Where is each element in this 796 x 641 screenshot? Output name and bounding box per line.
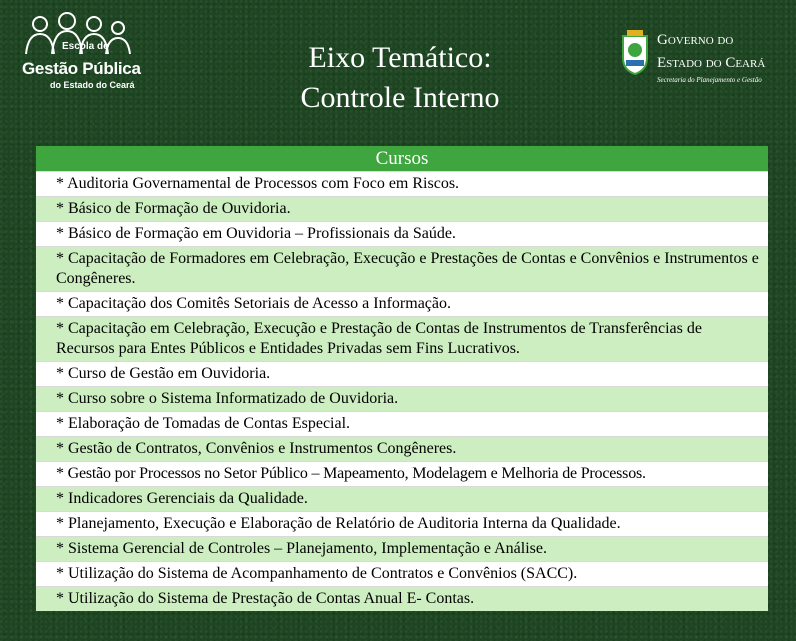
logo-estado-text: do Estado do Ceará (50, 80, 135, 90)
courses-table (36, 146, 768, 611)
logo-escola-text: Escola de (62, 41, 109, 52)
table-row (36, 246, 768, 291)
estado-ceara-text: Estado do Ceará (657, 55, 766, 71)
course-name: * Gestão por Processos no Setor Público – Mapeamento, Modelagem e Melhoria de Processos. (56, 465, 646, 482)
course-name: * Auditoria Governamental de Processos com Foco em Riscos. (56, 175, 460, 192)
course-name: * Utilização do Sistema de Acompanhamento de Contratos e Convênios (SACC). (56, 565, 578, 582)
page-title (230, 38, 570, 118)
courses-table-header: Cursos (36, 146, 768, 171)
table-row (36, 411, 768, 436)
governo-ceara-logo (617, 28, 792, 88)
table-row (36, 511, 768, 536)
table-row (36, 561, 768, 586)
course-name: * Elaboração de Tomadas de Contas Especial. (56, 415, 351, 432)
table-row (36, 221, 768, 246)
table-row (36, 436, 768, 461)
course-name: * Utilização do Sistema de Prestação de Contas Anual E- Contas. (56, 590, 475, 607)
course-name: * Curso sobre o Sistema Informatizado de Ouvidoria. (56, 390, 399, 407)
course-name: * Básico de Formação de Ouvidoria. (56, 200, 291, 217)
title-line-2: Controle Interno (300, 81, 500, 114)
table-row (36, 536, 768, 561)
table-row (36, 196, 768, 221)
table-row (36, 461, 768, 486)
people-silhouette-icon (22, 12, 132, 62)
course-name: * Capacitação de Formadores em Celebração, Execução e Prestações de Contas e Convênios e Instrumentos e Congêneres. (56, 250, 759, 287)
course-name: * Capacitação dos Comitês Setoriais de Acesso a Informação. (56, 295, 451, 312)
table-row (36, 171, 768, 196)
table-row (36, 291, 768, 316)
logo-gestao-text: Gestão Pública (22, 59, 141, 78)
table-row (36, 361, 768, 386)
ceara-coat-of-arms-icon (617, 28, 653, 76)
course-name: * Básico de Formação em Ouvidoria – Profissionais da Saúde. (56, 225, 456, 242)
escola-gestao-publica-logo (22, 12, 147, 92)
secretaria-text: Secretaria do Planejamento e Gestão (657, 76, 762, 84)
table-row (36, 316, 768, 361)
course-name: * Curso de Gestão em Ouvidoria. (56, 365, 271, 382)
table-row (36, 586, 768, 611)
table-row (36, 386, 768, 411)
course-name: * Gestão de Contratos, Convênios e Instrumentos Congêneres. (56, 440, 457, 457)
title-line-1: Eixo Temático: (308, 41, 492, 74)
course-name: * Sistema Gerencial de Controles – Planejamento, Implementação e Análise. (56, 540, 547, 557)
course-name: * Planejamento, Execução e Elaboração de Relatório de Auditoria Interna da Qualidade. (56, 515, 621, 532)
course-name: * Capacitação em Celebração, Execução e Prestação de Contas de Instrumentos de Transferências de Recursos para Entes Públicos e Entidades Privadas sem Fins Lucrativos. (56, 320, 702, 357)
table-row (36, 486, 768, 511)
course-name: * Indicadores Gerenciais da Qualidade. (56, 490, 308, 507)
governo-text: Governo do (657, 32, 734, 48)
